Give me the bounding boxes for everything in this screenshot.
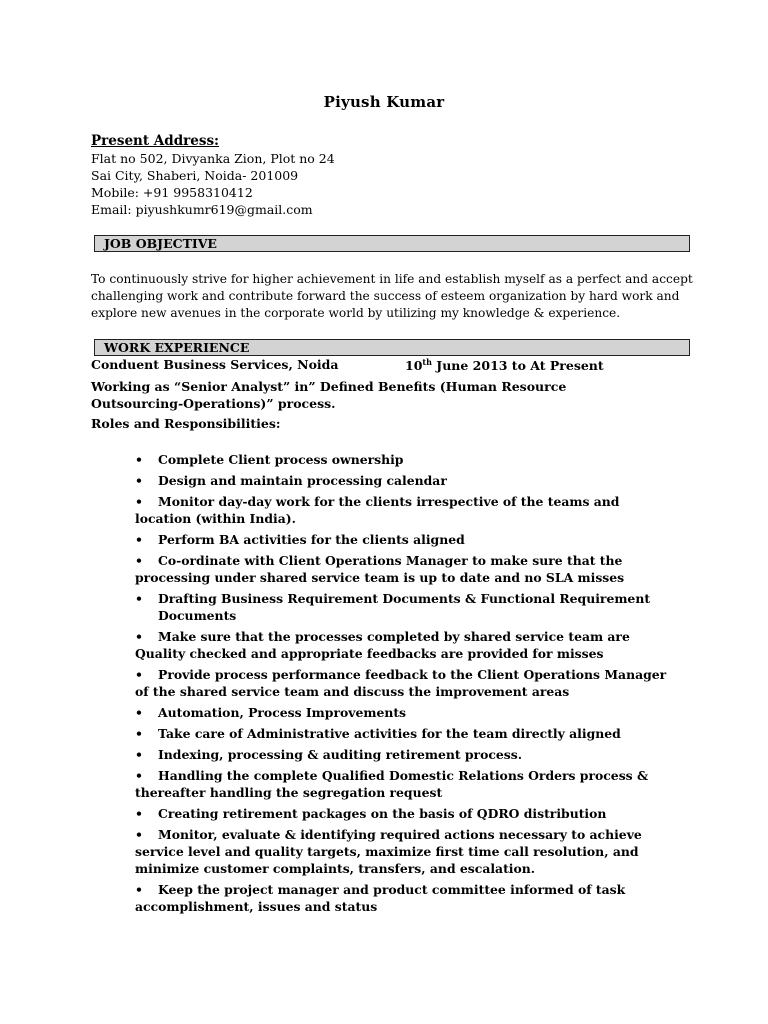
bullet-icon: •: [135, 882, 143, 897]
responsibilities-list: [135, 451, 680, 919]
job-objective-text: To continuously strive for higher achievement in life and establish myself as a perfect and accept challenging work and contribute forward the success of esteem organization by hard work and explore new avenues in the corporate world by utilizing my knowledge & experience.: [91, 272, 693, 320]
employment-dates: [405, 357, 604, 373]
bullet-icon: •: [135, 473, 143, 488]
list-item: • Complete Client process ownership: [135, 452, 404, 467]
bullet-icon: •: [135, 532, 143, 547]
list-item: • Creating retirement packages on the basis of QDRO distribution: [135, 806, 607, 821]
list-item: • Perform BA activities for the clients aligned: [135, 532, 465, 547]
list-item: • Indexing, processing & auditing retirement process.: [135, 747, 523, 762]
list-item: • Make sure that the processes completed by shared service team are Quality checked and appropriate feedbacks are provided for misses: [135, 629, 630, 661]
date-suffix: th: [422, 357, 432, 367]
bullet-icon: •: [135, 747, 143, 762]
bullet-icon: •: [135, 806, 143, 821]
bullet-icon: •: [135, 726, 143, 741]
list-item: • Design and maintain processing calendar: [135, 473, 447, 488]
mobile-number: Mobile: +91 9958310412: [91, 185, 253, 200]
bullet-icon: •: [135, 553, 143, 568]
date-day: 10: [405, 358, 423, 374]
experience-header: [91, 357, 701, 374]
section-header-job-objective: JOB OBJECTIVE: [94, 235, 690, 252]
address-line-1: Flat no 502, Divyanka Zion, Plot no 24: [91, 151, 335, 166]
section-header-work-experience: WORK EXPERIENCE: [94, 339, 690, 356]
list-item: • Co-ordinate with Client Operations Manager to make sure that the processing under shared service team is up to date and no SLA misses: [135, 553, 625, 585]
bullet-icon: •: [135, 629, 143, 644]
bullet-icon: •: [135, 494, 143, 509]
bullet-icon: •: [135, 827, 143, 842]
list-item: • Monitor, evaluate & identifying required actions necessary to achieve service level and quality targets, maximize first time call resolution, and minimize customer complaints, transfers, and escalation.: [135, 827, 642, 876]
bullet-icon: •: [135, 591, 143, 606]
address-label: Present Address:: [91, 133, 220, 149]
company-name: Conduent Business Services, Noida: [91, 357, 339, 372]
date-range: June 2013 to At Present: [431, 358, 604, 374]
bullet-icon: •: [135, 705, 143, 720]
list-item: • Provide process performance feedback to the Client Operations Manager of the shared service team and discuss the improvement areas: [135, 667, 667, 699]
bullet-icon: •: [135, 452, 143, 467]
role-description: Working as “Senior Analyst” in” Defined Benefits (Human Resource Outsourcing-Operations)” process.: [91, 379, 567, 411]
list-item: • Keep the project manager and product committee informed of task accomplishment, issues and status: [135, 882, 626, 914]
list-item: • Automation, Process Improvements: [135, 705, 407, 720]
address-line-2: Sai City, Shaberi, Noida- 201009: [91, 168, 299, 183]
candidate-name: Piyush Kumar: [323, 93, 445, 111]
roles-label: Roles and Responsibilities:: [91, 416, 281, 431]
bullet-icon: •: [135, 667, 143, 682]
list-item: • Monitor day-day work for the clients irrespective of the teams and location (within India).: [135, 494, 620, 526]
bullet-icon: •: [135, 768, 143, 783]
list-item: • Drafting Business Requirement Documents & Functional Requirement Documents: [135, 591, 651, 623]
list-item: • Take care of Administrative activities for the team directly aligned: [135, 726, 621, 741]
email-address: Email: piyushkumr619@gmail.com: [91, 202, 313, 217]
address-block: [91, 133, 335, 218]
list-item: • Handling the complete Qualified Domestic Relations Orders process & thereafter handling the segregation request: [135, 768, 649, 800]
